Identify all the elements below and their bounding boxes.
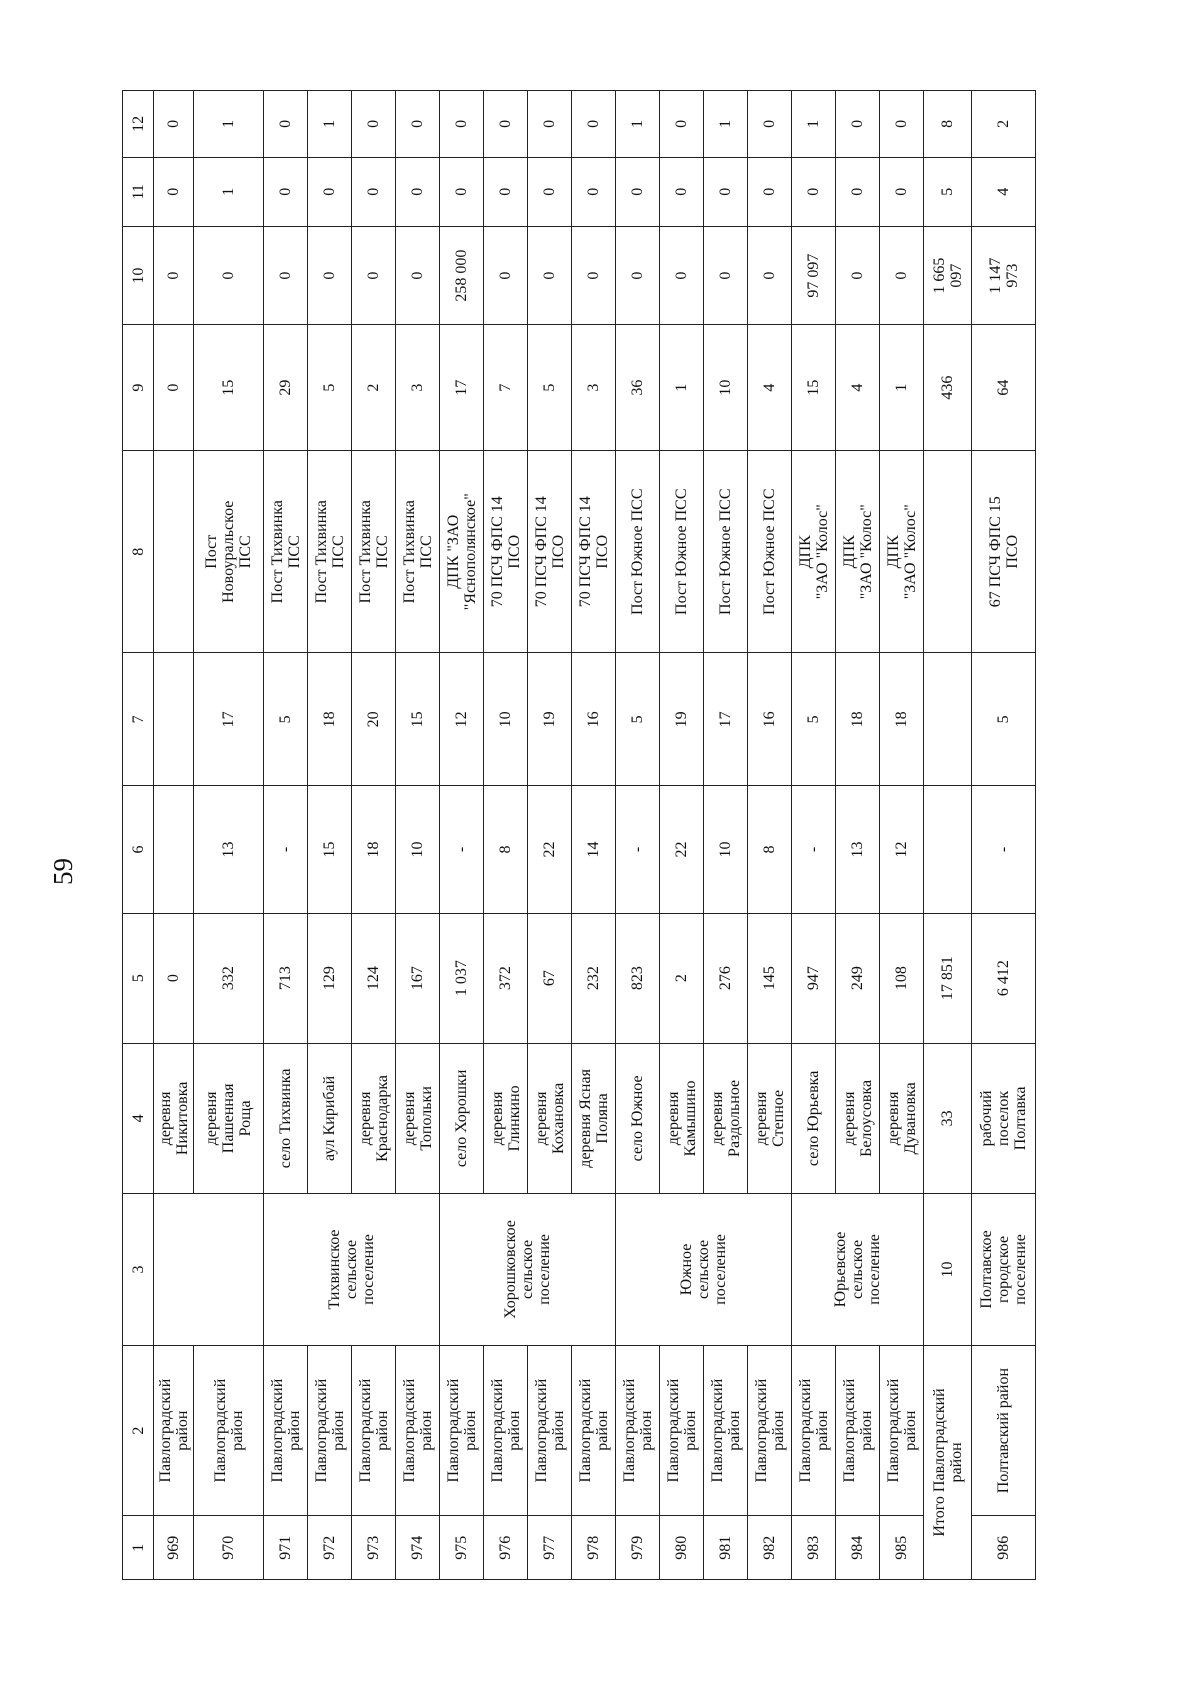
cell-c12: 1 [792,91,836,158]
cell-c12: 0 [660,91,704,158]
cell-c10: 0 [396,226,440,324]
cell-c1: 979 [616,1516,660,1580]
cell-c1: 985 [880,1516,924,1580]
cell-c11: 4 [972,157,1036,226]
cell-c4: деревня Кохановка [528,1043,572,1193]
cell-c6: 10 [396,786,440,913]
cell-c1: 972 [308,1516,352,1580]
cell-c7: 18 [880,653,924,786]
cell-c6 [154,786,194,913]
cell-c2: Павлоградский район [704,1345,748,1516]
cell-c4: село Южное [616,1043,660,1193]
cell-c10: 1 147 973 [972,226,1036,324]
cell-c4: деревня Глинкино [484,1043,528,1193]
cell-c6: 18 [352,786,396,913]
total-cell-c11: 5 [924,157,972,226]
cell-c2: Павлоградский район [572,1345,616,1516]
cell-c6: 12 [880,786,924,913]
cell-c8: Пост Южное ПСС [704,451,748,653]
cell-c2: Павлоградский район [484,1345,528,1516]
total-cell-c9: 436 [924,325,972,451]
cell-c5: 232 [572,913,616,1043]
cell-c10: 0 [616,226,660,324]
settlement-cell [154,1194,264,1346]
cell-c12: 0 [484,91,528,158]
cell-c11: 1 [194,157,264,226]
cell-c4: деревня Краснодарка [352,1043,396,1193]
cell-c1: 970 [194,1516,264,1580]
cell-c11: 0 [308,157,352,226]
cell-c8: ДПК "ЗАО "Яснополянское" [440,451,484,653]
cell-c1: 969 [154,1516,194,1580]
table-row [194,91,264,1580]
cell-c5: 1 037 [440,913,484,1043]
cell-c11: 0 [660,157,704,226]
cell-c2: Павлоградский район [836,1345,880,1516]
cell-c9: 5 [308,325,352,451]
cell-c10: 0 [528,226,572,324]
cell-c9: 15 [792,325,836,451]
cell-c11: 0 [154,157,194,226]
settlement-cell: Тихвинское сельское поселение [264,1194,440,1346]
table-row [836,91,880,1580]
cell-c2: Павлоградский район [440,1345,484,1516]
cell-c8: Пост Южное ПСС [748,451,792,653]
cell-c11: 0 [704,157,748,226]
cell-c9: 4 [748,325,792,451]
cell-c12: 0 [264,91,308,158]
cell-c11: 0 [880,157,924,226]
cell-c7: 12 [440,653,484,786]
cell-c3: Полтавское городское поселение [972,1194,1036,1346]
cell-c11: 0 [528,157,572,226]
cell-c11: 0 [484,157,528,226]
header-cell: 8 [123,451,154,653]
table-row [572,91,616,1580]
cell-c12: 1 [308,91,352,158]
cell-c9: 29 [264,325,308,451]
cell-c7: 16 [572,653,616,786]
cell-c1: 971 [264,1516,308,1580]
cell-c9: 3 [396,325,440,451]
cell-c11: 0 [264,157,308,226]
cell-c9: 10 [704,325,748,451]
cell-c2: Павлоградский район [194,1345,264,1516]
cell-c2: Павлоградский район [748,1345,792,1516]
cell-c5: 6 412 [972,913,1036,1043]
header-cell: 2 [123,1345,154,1516]
cell-c9: 36 [616,325,660,451]
total-cell-c8 [924,451,972,653]
table-row [880,91,924,1580]
cell-c6: 13 [836,786,880,913]
cell-c1: 986 [972,1516,1036,1580]
table-row [484,91,528,1580]
cell-c10: 0 [704,226,748,324]
cell-c4: аул Кирибай [308,1043,352,1193]
cell-c8: Пост Тихвинка ПСС [352,451,396,653]
cell-c9: 5 [528,325,572,451]
cell-c11: 0 [572,157,616,226]
total-cell-c3: 10 [924,1194,972,1346]
cell-c10: 0 [194,226,264,324]
cell-c6: 10 [704,786,748,913]
cell-c4: село Хорошки [440,1043,484,1193]
cell-c8: 70 ПСЧ ФПС 14 ПСО [528,451,572,653]
cell-c9: 3 [572,325,616,451]
cell-c12: 0 [836,91,880,158]
cell-c9: 1 [880,325,924,451]
cell-c12: 0 [440,91,484,158]
cell-c8: ДПК "ЗАО "Колос" [836,451,880,653]
header-cell: 9 [123,325,154,451]
cell-c2: Павлоградский район [264,1345,308,1516]
cell-c8: 70 ПСЧ ФПС 14 ПСО [484,451,528,653]
settlement-cell: Юрьевское сельское поселение [792,1194,924,1346]
cell-c5: 67 [528,913,572,1043]
cell-c10: 97 097 [792,226,836,324]
cell-c7 [154,653,194,786]
cell-c9: 17 [440,325,484,451]
cell-c10: 0 [660,226,704,324]
cell-c4: рабочий поселок Полтавка [972,1043,1036,1193]
cell-c5: 276 [704,913,748,1043]
cell-c11: 0 [440,157,484,226]
cell-c7: 17 [194,653,264,786]
cell-c12: 1 [616,91,660,158]
cell-c7: 5 [792,653,836,786]
cell-c7: 20 [352,653,396,786]
cell-c5: 0 [154,913,194,1043]
header-cell: 5 [123,913,154,1043]
table-row [704,91,748,1580]
cell-c7: 18 [308,653,352,786]
cell-c4: деревня Степное [748,1043,792,1193]
cell-c5: 2 [660,913,704,1043]
cell-c2: Павлоградский район [616,1345,660,1516]
cell-c4: деревня Пашенная Роща [194,1043,264,1193]
table-row [396,91,440,1580]
table-row [616,91,660,1580]
header-cell: 11 [123,157,154,226]
cell-c5: 713 [264,913,308,1043]
cell-c6: 14 [572,786,616,913]
cell-c7: 19 [660,653,704,786]
cell-c2: Павлоградский район [880,1345,924,1516]
cell-c5: 372 [484,913,528,1043]
header-cell: 7 [123,653,154,786]
cell-c2: Павлоградский район [352,1345,396,1516]
cell-c5: 108 [880,913,924,1043]
cell-c5: 145 [748,913,792,1043]
cell-c7: 16 [748,653,792,786]
cell-c2: Павлоградский район [396,1345,440,1516]
total-cell-c10: 1 665 097 [924,226,972,324]
cell-c12: 0 [572,91,616,158]
cell-c7: 5 [972,653,1036,786]
cell-c11: 0 [792,157,836,226]
settlements-fire-coverage-table [122,90,1036,1580]
cell-c11: 0 [396,157,440,226]
cell-c12: 1 [704,91,748,158]
cell-c1: 973 [352,1516,396,1580]
total-cell-c5: 17 851 [924,913,972,1043]
total-cell-c7 [924,653,972,786]
cell-c4: деревня Дувановка [880,1043,924,1193]
cell-c5: 124 [352,913,396,1043]
cell-c10: 0 [572,226,616,324]
cell-c4: деревня Ясная Поляна [572,1043,616,1193]
cell-c4: село Тихвинка [264,1043,308,1193]
cell-c8: Пост Тихвинка ПСС [308,451,352,653]
settlement-cell: Южное сельское поселение [616,1194,792,1346]
cell-c10: 0 [748,226,792,324]
cell-c8: Пост Южное ПСС [660,451,704,653]
cell-c8: 67 ПСЧ ФПС 15 ПСО [972,451,1036,653]
cell-c6: 15 [308,786,352,913]
cell-c4: деревня Раздольное [704,1043,748,1193]
cell-c2: Павлоградский район [528,1345,572,1516]
table-row [308,91,352,1580]
cell-c4: село Юрьевка [792,1043,836,1193]
cell-c4: деревня Камышино [660,1043,704,1193]
cell-c2: Павлоградский район [308,1345,352,1516]
cell-c6: 8 [484,786,528,913]
cell-c2: Павлоградский район [792,1345,836,1516]
cell-c2: Павлоградский район [154,1345,194,1516]
cell-c10: 0 [264,226,308,324]
cell-c7: 18 [836,653,880,786]
cell-c7: 17 [704,653,748,786]
header-cell: 6 [123,786,154,913]
total-cell-c12: 8 [924,91,972,158]
cell-c2: Павлоградский район [660,1345,704,1516]
cell-c9: 1 [660,325,704,451]
cell-c8: Пост Новоуральское ПСС [194,451,264,653]
cell-c9: 4 [836,325,880,451]
table-row [154,91,194,1580]
cell-c1: 983 [792,1516,836,1580]
total-cell-c6 [924,786,972,913]
cell-c8: Пост Тихвинка ПСС [396,451,440,653]
cell-c1: 977 [528,1516,572,1580]
cell-c12: 0 [528,91,572,158]
cell-c1: 975 [440,1516,484,1580]
table-row [528,91,572,1580]
cell-c1: 974 [396,1516,440,1580]
settlement-cell: Хорошковское сельское поселение [440,1194,616,1346]
table-row [264,91,308,1580]
cell-c6: 22 [528,786,572,913]
cell-c11: 0 [616,157,660,226]
cell-c4: деревня Никитовка [154,1043,194,1193]
cell-c4: деревня Топольки [396,1043,440,1193]
cell-c8: 70 ПСЧ ФПС 14 ПСО [572,451,616,653]
cell-c9: 0 [154,325,194,451]
rotated-table-container [122,90,1070,1580]
cell-c5: 332 [194,913,264,1043]
cell-c5: 129 [308,913,352,1043]
cell-c11: 0 [352,157,396,226]
cell-c8 [154,451,194,653]
cell-c12: 1 [194,91,264,158]
cell-c1: 980 [660,1516,704,1580]
cell-c1: 976 [484,1516,528,1580]
cell-c6: 8 [748,786,792,913]
table-row [660,91,704,1580]
cell-c11: 0 [748,157,792,226]
header-cell: 4 [123,1043,154,1193]
total-row [924,91,972,1580]
cell-c5: 947 [792,913,836,1043]
table-row [792,91,836,1580]
cell-c9: 64 [972,325,1036,451]
cell-c5: 167 [396,913,440,1043]
cell-c4: деревня Белоусовка [836,1043,880,1193]
cell-c7: 10 [484,653,528,786]
header-cell: 12 [123,91,154,158]
cell-c12: 0 [880,91,924,158]
cell-c1: 984 [836,1516,880,1580]
cell-c10: 0 [880,226,924,324]
total-label: Итого Павлоградский район [924,1345,972,1579]
cell-c8: Пост Тихвинка ПСС [264,451,308,653]
table-row [352,91,396,1580]
cell-c5: 823 [616,913,660,1043]
cell-c6: 22 [660,786,704,913]
header-cell: 1 [123,1516,154,1580]
table-body [123,91,1036,1580]
cell-c12: 2 [972,91,1036,158]
cell-c12: 0 [154,91,194,158]
table-row [440,91,484,1580]
cell-c12: 0 [352,91,396,158]
table-row [972,91,1036,1580]
cell-c6: - [616,786,660,913]
cell-c6: - [264,786,308,913]
cell-c1: 978 [572,1516,616,1580]
cell-c10: 258 000 [440,226,484,324]
table-row [748,91,792,1580]
cell-c10: 0 [836,226,880,324]
cell-c8: Пост Южное ПСС [616,451,660,653]
cell-c8: ДПК "ЗАО "Колос" [880,451,924,653]
cell-c1: 982 [748,1516,792,1580]
page-number: 59 [48,858,78,885]
header-cell: 3 [123,1194,154,1346]
cell-c6: - [440,786,484,913]
cell-c10: 0 [308,226,352,324]
cell-c11: 0 [836,157,880,226]
cell-c1: 981 [704,1516,748,1580]
cell-c7: 15 [396,653,440,786]
cell-c10: 0 [352,226,396,324]
total-cell-c4: 33 [924,1043,972,1193]
cell-c9: 7 [484,325,528,451]
cell-c8: ДПК "ЗАО "Колос" [792,451,836,653]
cell-c12: 0 [748,91,792,158]
header-cell: 10 [123,226,154,324]
cell-c5: 249 [836,913,880,1043]
cell-c2: Полтавский район [972,1345,1036,1516]
cell-c7: 5 [616,653,660,786]
cell-c6: 13 [194,786,264,913]
cell-c6: - [792,786,836,913]
cell-c6: - [972,786,1036,913]
cell-c10: 0 [484,226,528,324]
cell-c9: 15 [194,325,264,451]
cell-c7: 5 [264,653,308,786]
cell-c7: 19 [528,653,572,786]
cell-c12: 0 [396,91,440,158]
cell-c9: 2 [352,325,396,451]
header-row [123,91,154,1580]
cell-c10: 0 [154,226,194,324]
